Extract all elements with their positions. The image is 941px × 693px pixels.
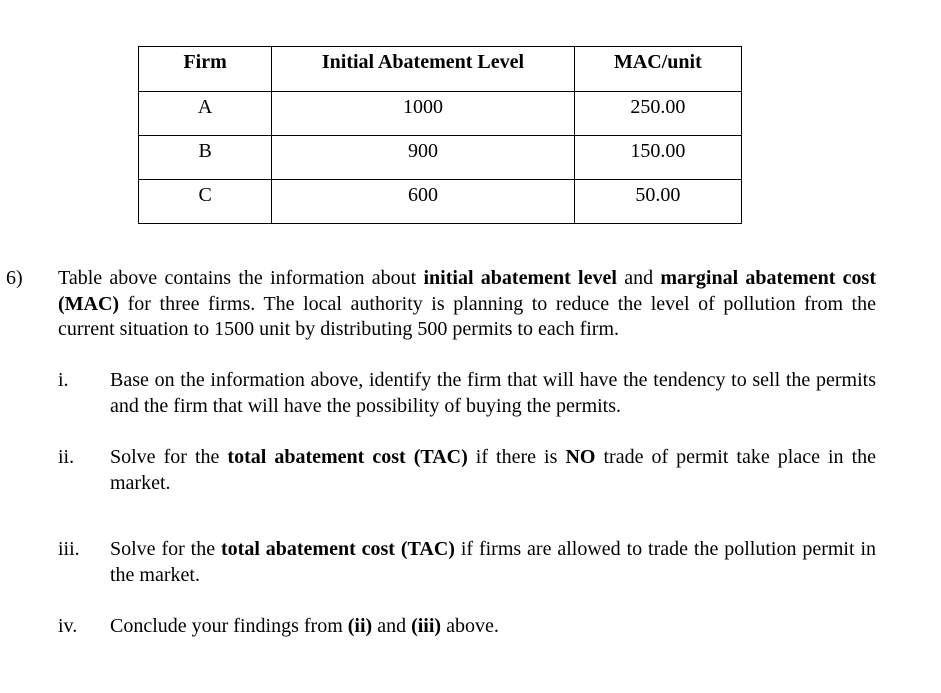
cell-mac: 50.00 — [574, 180, 741, 224]
question-stem — [58, 266, 876, 343]
cell-abatement-level: 600 — [272, 180, 575, 224]
stem-bold-1: initial abatement level — [423, 267, 617, 289]
header-firm: Firm — [139, 47, 272, 92]
sub-question-text — [110, 445, 876, 496]
header-initial-abatement-level: Initial Abatement Level — [272, 47, 575, 92]
table-row — [139, 136, 742, 180]
sub-bold-2: NO — [565, 446, 596, 468]
cell-firm: C — [139, 180, 272, 224]
sub-bold-2: (iii) — [411, 615, 442, 637]
sub-question-label: iv. — [58, 615, 78, 637]
sub-text-1: Solve for the — [110, 538, 221, 560]
sub-text-1: Solve for the — [110, 446, 228, 468]
table-row — [139, 92, 742, 136]
sub-question-label: iii. — [58, 538, 80, 560]
table-header-row — [139, 47, 742, 92]
cell-firm: A — [139, 92, 272, 136]
sub-bold-1: total abatement cost (TAC) — [227, 446, 468, 468]
sub-text-2: if there is — [467, 446, 566, 468]
sub-text-3: trade of permit take place in the market. — [110, 446, 877, 494]
sub-question-text — [110, 537, 876, 588]
cell-abatement-level: 1000 — [272, 92, 575, 136]
sub-question-label: i. — [58, 369, 69, 391]
cell-firm: B — [139, 136, 272, 180]
sub-question-text — [110, 614, 876, 640]
stem-text-2: and — [616, 267, 661, 289]
cell-mac: 150.00 — [574, 136, 741, 180]
firm-data-table — [138, 46, 742, 224]
sub-text-3: above. — [441, 615, 499, 637]
table-row — [139, 180, 742, 224]
header-mac-per-unit: MAC/unit — [574, 47, 741, 92]
sub-bold-1: (ii) — [347, 615, 373, 637]
sub-text-2: and — [372, 615, 412, 637]
sub-text-2: if firms are allowed to trade the pollution permit in the market. — [110, 538, 877, 586]
question-number: 6) — [6, 267, 23, 289]
cell-abatement-level: 900 — [272, 136, 575, 180]
sub-bold-1: total abatement cost (TAC) — [221, 538, 455, 560]
sub-question-text — [110, 368, 876, 419]
sub-question-label: ii. — [58, 446, 75, 468]
sub-text-1: Conclude your findings from — [110, 615, 348, 637]
stem-text-3: for three firms. The local authority is planning to reduce the level of pollution from the current situation to 1500 unit by distributing 500 permits to each firm. — [58, 292, 876, 340]
stem-bold-2: marginal abatement cost (MAC) — [58, 267, 876, 315]
sub-text-1: Base on the information above, identify the firm that will have the tendency to sell the permits and the firm that will have the possibility of buying the permits. — [110, 369, 876, 417]
stem-text-1: Table above contains the information about — [58, 267, 424, 289]
cell-mac: 250.00 — [574, 92, 741, 136]
